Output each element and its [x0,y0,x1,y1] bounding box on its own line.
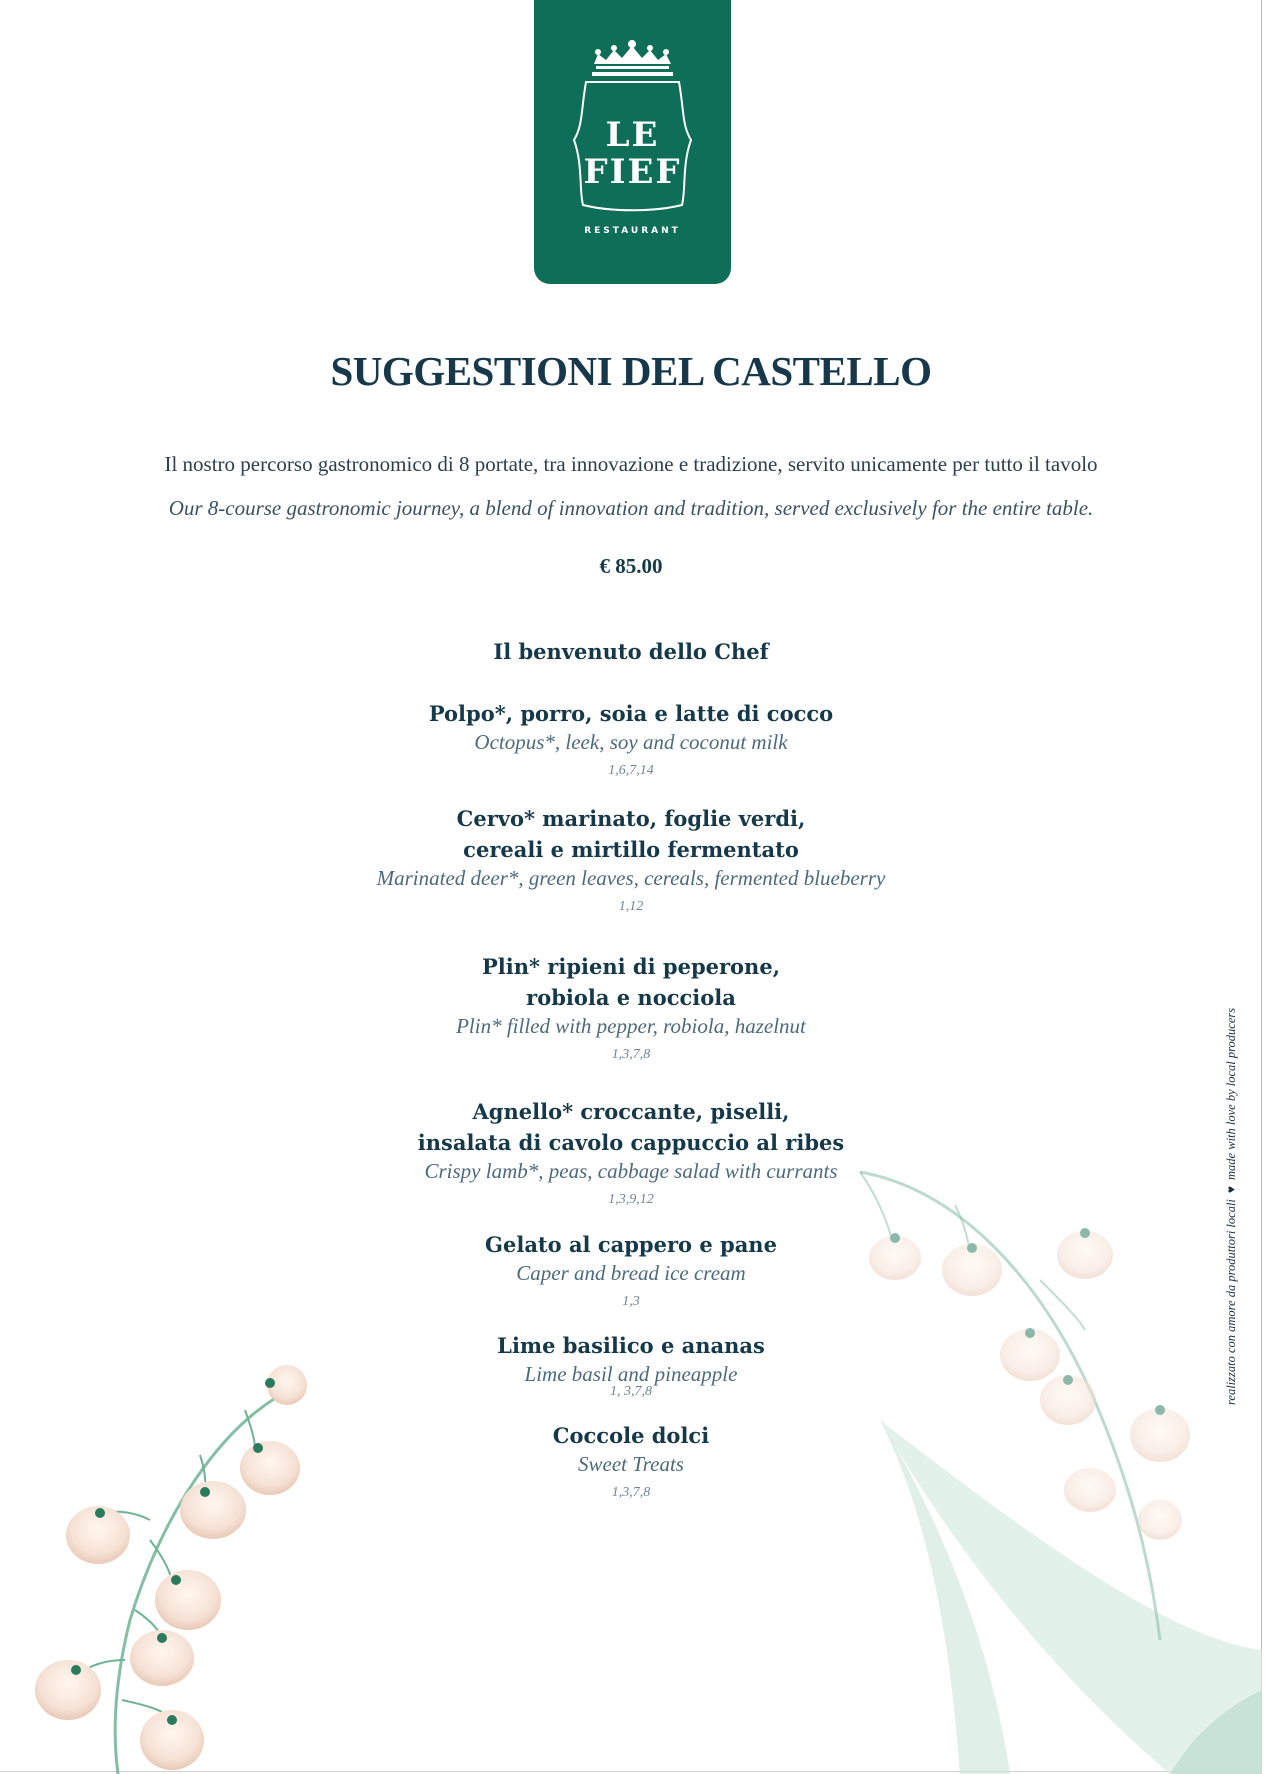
course-name-it: Coccole dolci [552,1423,710,1448]
course-welcome [0,636,1262,667]
course-name-it: Lime basilico e ananas [497,1333,765,1358]
local-producers-note [1224,945,1244,1405]
menu-title: SUGGESTIONI DEL CASTELLO [330,348,932,394]
logo-line-1: LE [605,115,660,155]
course-caper-gelato [0,1229,1262,1311]
course-deer [0,803,1262,916]
course-lamb [0,1096,1262,1209]
intro-italian: Il nostro percorso gastronomico di 8 portate, tra innovazione e tradizione, servito unicamente per tutto il tavolo [164,452,1098,476]
logo-subtitle: RESTAURANT [584,226,681,236]
course-name-it: Agnello* croccante, piselli, insalata di cavolo cappuccio al ribes [417,1099,845,1155]
course-name-en: Lime basil and pineapple [524,1362,738,1386]
course-name-en: Sweet Treats [578,1452,684,1476]
logo-line-2: FIEF [583,152,682,192]
restaurant-logo [534,0,731,284]
course-octopus [0,698,1262,780]
course-allergens: 1,12 [618,899,644,914]
course-allergens: 1,3,7,8 [611,1485,651,1500]
course-allergens: 1,3,7,8 [611,1047,651,1062]
course-name-it: Plin* ripieni di peperone, robiola e nocciola [482,954,780,1010]
course-name-it: Il benvenuto dello Chef [493,639,769,664]
course-allergens: 1,6,7,14 [608,763,654,778]
course-name-en: Plin* filled with pepper, robiola, hazelnut [456,1014,806,1038]
course-name-en: Crispy lamb*, peas, cabbage salad with currants [424,1159,838,1183]
course-name-it: Cervo* marinato, foglie verdi, cereali e mirtillo fermentato [456,806,806,862]
course-allergens: 1, 3,7,8 [610,1384,652,1399]
course-lime-basil [0,1330,1262,1401]
menu-price: € 85.00 [599,554,663,578]
course-allergens: 1,3,9,12 [608,1192,654,1207]
course-name-it: Polpo*, porro, soia e latte di cocco [428,701,834,726]
side-note-italian: realizzato con amore da produttori locali [1224,1199,1238,1405]
course-name-en: Marinated deer*, green leaves, cereals, fermented blueberry [376,866,886,890]
course-allergens: 1,3 [622,1294,640,1309]
side-note-english: made with love by local producers [1224,1007,1238,1180]
course-name-en: Caper and bread ice cream [516,1261,746,1285]
course-sweet-treats [0,1420,1262,1502]
course-name-en: Octopus*, leek, soy and coconut milk [474,730,788,754]
intro-english: Our 8-course gastronomic journey, a blend of innovation and tradition, served exclusively for the entire table. [168,496,1094,520]
course-plin [0,951,1262,1064]
heart-icon: ♥ [1224,1185,1238,1194]
course-name-it: Gelato al cappero e pane [485,1232,777,1257]
